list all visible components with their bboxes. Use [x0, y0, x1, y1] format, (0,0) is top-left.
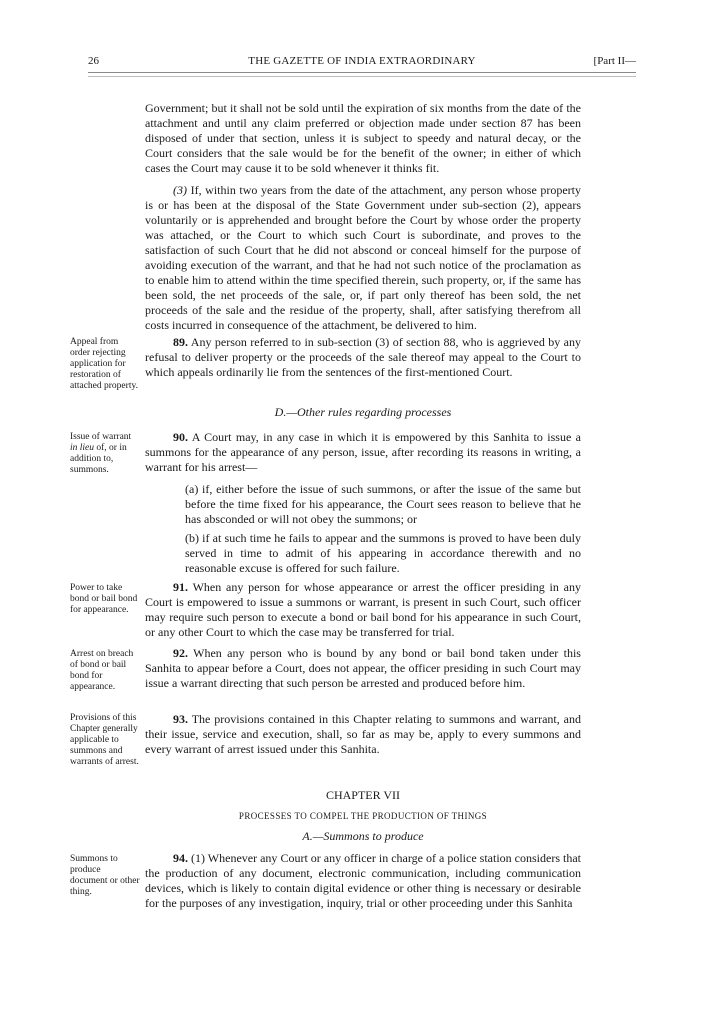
heading-summons-to-produce: A.—Summons to produce — [302, 829, 424, 843]
sub-label-3: (3) — [173, 183, 187, 197]
section-90-clause-a: (a) if, either before the issue of such summons, or after the issue of the same but before the time fixed for his appearance, the Court sees reason to believe that he has absconded or will not obey the summons; or — [185, 482, 581, 526]
page-number: 26 — [88, 55, 99, 67]
section-92-number: 92. — [173, 646, 188, 660]
chapter-subheading: PROCESSES TO COMPEL THE PRODUCTION OF THINGS — [238, 811, 488, 821]
gazette-title: THE GAZETTE OF INDIA EXTRAORDINARY — [248, 55, 476, 67]
section-94 — [145, 851, 581, 911]
side-note-93: Provisions of this Chapter generally applicable to summons and warrants of arrest. — [70, 713, 139, 767]
section-90-clause-b: (b) if at such time he fails to appear and the summons is proved to have been duly served in time to admit of his appearing in accordance therewith and no reasonable excuse is offered for such failure. — [185, 531, 581, 575]
heading-other-rules: D.—Other rules regarding processes — [274, 405, 452, 419]
chapter-heading: CHAPTER VII — [325, 788, 401, 802]
section-91-text: When any person for whose appearance or arrest the officer presiding in any Court is empowered to issue a summons or warrant, is present in such Court, such officer may require such person to execute a bond or bail bond for his appearance in such Court, or any other Court to which the case may be transferred for trial. — [145, 580, 581, 639]
section-93 — [145, 712, 581, 757]
section-90 — [145, 430, 581, 475]
section-93-text: The provisions contained in this Chapter relating to summons and warrant, and their issue, service and execution, shall, so far as may be, apply to every summons and every warrant of arrest issued under this Sanhita. — [145, 712, 581, 756]
paragraph-88-3 — [145, 183, 581, 333]
page-header — [88, 55, 636, 69]
part-label: [Part II— — [593, 55, 636, 67]
section-90-text: A Court may, in any case in which it is empowered by this Sanhita to issue a summons for the appearance of any person, issue, after recording its reasons in writing, a warrant for his arrest— — [145, 430, 582, 474]
section-89 — [145, 335, 581, 380]
section-89-text: Any person referred to in sub-section (3) of section 88, who is aggrieved by any refusal to deliver property or the proceeds of the sale thereof may appeal to the Court to which appeals ordinarily lie from the sentences of the first-mentioned Court. — [145, 335, 582, 379]
side-note-90: Issue of warrant in lieu of, or in addition to, summons. — [70, 432, 132, 475]
section-89-number: 89. — [173, 335, 188, 349]
paragraph-88-3-text: If, within two years from the date of the attachment, any person whose property is or has been at the disposal of the State Government under sub-section (2), appears voluntarily or is apprehended and brought before the Court by whose order the property was attached, or the Court to which such Court is subordinate, and proves to the satisfaction of such Court that he did not abscond or conceal himself for the purpose of avoiding execution of the warrant, and that he had not such notice of the proclamation as to enable him to attend within the time specified therein, such property, or, if the same has been sold, the net proceeds of the sale, or, if part only thereof has been sold, the net proceeds of the sale and the residue of the property, shall, after satisfying therefrom all costs incurred in consequence of the attachment, be delivered to him. — [145, 183, 582, 332]
paragraph-continued: Government; but it shall not be sold until the expiration of six months from the date of the attachment and until any claim preferred or objection made under section 87 has been disposed of under that section, unless it is subject to speedy and natural decay, or the Court considers that the sale would be for the benefit of the owner; in either of which cases the Court may cause it to be sold whenever it thinks fit. — [145, 101, 581, 175]
side-note-89: Appeal from order rejecting application for restoration of attached property. — [70, 337, 138, 391]
section-91 — [145, 580, 581, 640]
section-92-text: When any person who is bound by any bond or bail bond taken under this Sanhita to appear before a Court, does not appear, the officer presiding in such Court may issue a warrant directing that such person be arrested and produced before him. — [145, 646, 581, 690]
section-91-number: 91. — [173, 580, 188, 594]
section-90-number: 90. — [173, 430, 188, 444]
section-93-number: 93. — [173, 712, 188, 726]
header-rule — [88, 72, 636, 77]
side-note-91: Power to take bond or bail bond for appearance. — [70, 583, 138, 615]
side-note-94: Summons to produce document or other thing. — [70, 854, 140, 897]
side-note-92: Arrest on breach of bond or bail bond for appearance. — [70, 649, 134, 692]
section-94-number: 94. — [173, 851, 188, 865]
section-92 — [145, 646, 581, 691]
section-94-text: (1) Whenever any Court or any officer in charge of a police station considers that the production of any document, electronic communication, including communication devices, which is likely to contain digital evidence or other thing is necessary or desirable for the purposes of any investigation, inquiry, trial or other proceeding under this Sanhita — [145, 851, 581, 910]
